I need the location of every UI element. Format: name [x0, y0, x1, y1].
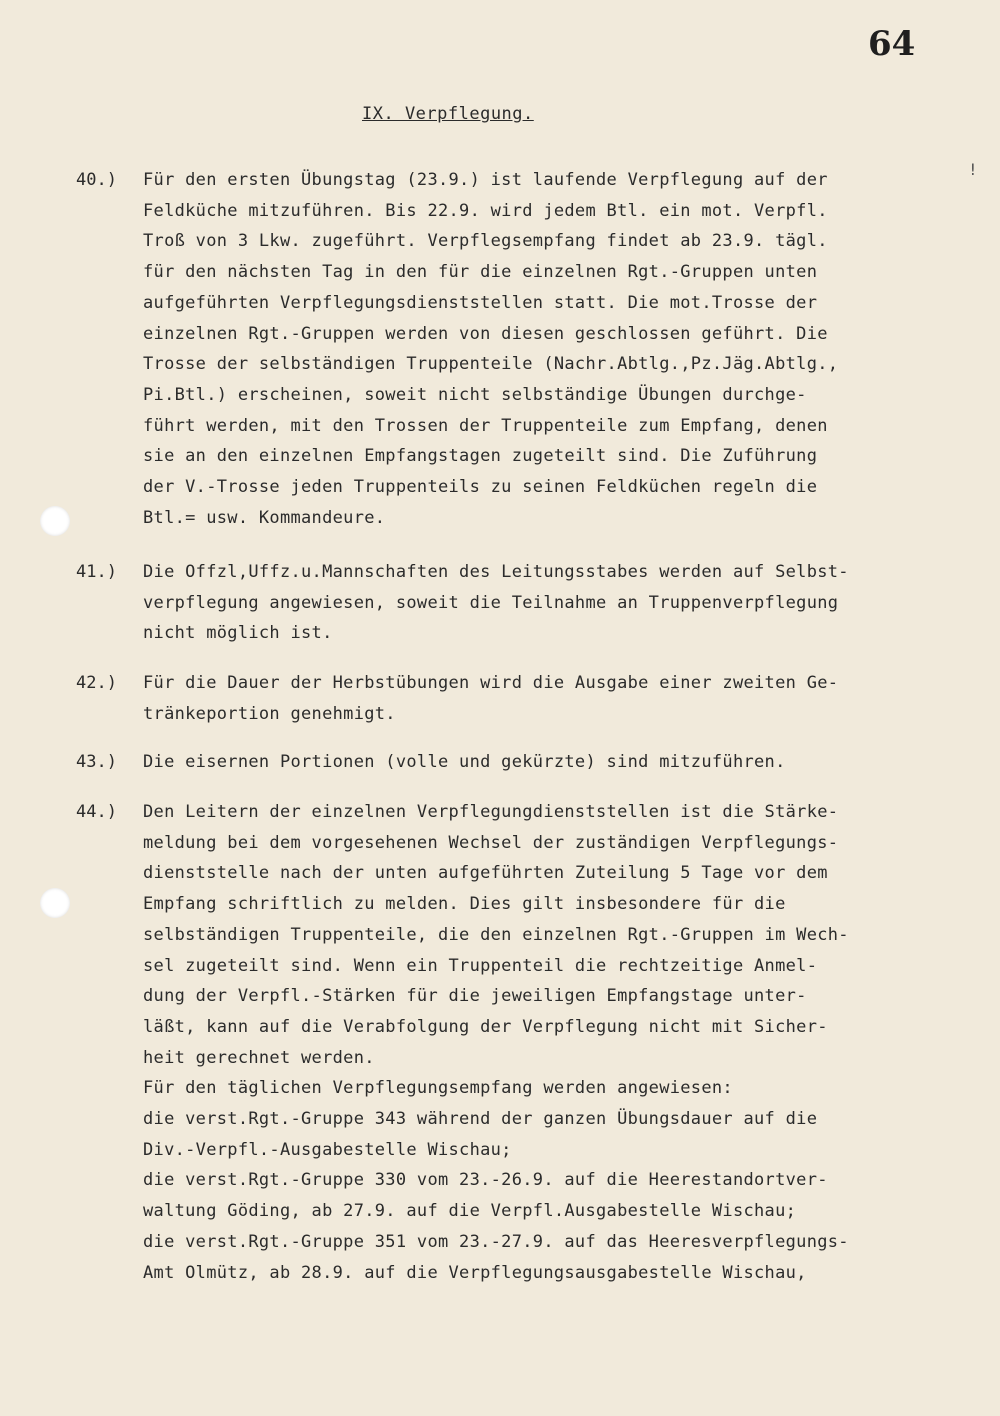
paragraph-number: 40.) — [76, 170, 117, 190]
paragraph-line: läßt, kann auf die Verabfolgung der Verpflegung nicht mit Sicher- — [143, 1016, 828, 1037]
paragraph-line: Für die Dauer der Herbstübungen wird die Ausgabe einer zweiten Ge- — [143, 673, 839, 693]
paragraph-number: 43.) — [76, 752, 117, 772]
paragraph-line: aufgeführten Verpflegungsdienststellen statt. Die mot.Trosse der — [143, 292, 818, 313]
paragraph-line: Für den ersten Übungstag (23.9.) ist laufende Verpflegung auf der — [143, 170, 828, 190]
page-number: 64 — [868, 24, 916, 64]
paragraph-line: Die Offzl,Uffz.u.Mannschaften des Leitungsstabes werden auf Selbst- — [143, 562, 849, 582]
paragraph-line: tränkeportion genehmigt. — [143, 703, 396, 724]
paragraph-line: einzelnen Rgt.-Gruppen werden von diesen geschlossen geführt. Die — [143, 323, 828, 344]
paragraph-line: Für den täglichen Verpflegungsempfang werden angewiesen: — [143, 1078, 733, 1099]
paragraph-number: 42.) — [76, 673, 117, 693]
paragraph-line: die verst.Rgt.-Gruppe 351 vom 23.-27.9. auf das Heeresverpflegungs- — [143, 1231, 849, 1252]
paragraph-line: dienststelle nach der unten aufgeführten Zuteilung 5 Tage vor dem — [143, 863, 828, 884]
paragraph-line: selbständigen Truppenteile, die den einzelnen Rgt.-Gruppen im Wech- — [143, 924, 849, 945]
paragraph-line: Btl.= usw. Kommandeure. — [143, 507, 386, 528]
punch-hole-lower — [40, 888, 70, 918]
paragraph-line: Div.-Verpfl.-Ausgabestelle Wischau; — [143, 1139, 512, 1160]
paragraph-line: sel zugeteilt sind. Wenn ein Truppenteil die rechtzeitige Anmel- — [143, 955, 818, 976]
section-heading: IX. Verpflegung. — [362, 104, 534, 124]
paragraph-line: meldung bei dem vorgesehenen Wechsel der zuständigen Verpflegungs- — [143, 832, 839, 853]
paragraph-line: verpflegung angewiesen, soweit die Teilnahme an Truppenverpflegung — [143, 592, 839, 613]
margin-mark: ! — [968, 160, 978, 179]
paragraph-line: sie an den einzelnen Empfangstagen zugeteilt sind. Die Zuführung — [143, 446, 818, 467]
paragraph-number: 41.) — [76, 562, 117, 582]
paragraph-line: Empfang schriftlich zu melden. Dies gilt insbesondere für die — [143, 894, 786, 915]
paragraph-line: Trosse der selbständigen Truppenteile (Nachr.Abtlg.,Pz.Jäg.Abtlg., — [143, 354, 839, 375]
paragraph-line: für den nächsten Tag in den für die einzelnen Rgt.-Gruppen unten — [143, 262, 818, 283]
paragraph-line: die verst.Rgt.-Gruppe 343 während der ganzen Übungsdauer auf die — [143, 1109, 818, 1129]
paragraph-line: Den Leitern der einzelnen Verpflegungdienststellen ist die Stärke- — [143, 802, 839, 822]
punch-hole-upper — [40, 506, 70, 536]
paragraph-line: Amt Olmütz, ab 28.9. auf die Verpflegungsausgabestelle Wischau, — [143, 1262, 807, 1283]
paragraph-line: Die eisernen Portionen (volle und gekürzte) sind mitzuführen. — [143, 752, 786, 772]
paragraph-number: 44.) — [76, 802, 117, 822]
paragraph-line: führt werden, mit den Trossen der Truppenteile zum Empfang, denen — [143, 415, 828, 436]
paragraph-line: Troß von 3 Lkw. zugeführt. Verpflegsempfang findet ab 23.9. tägl. — [143, 231, 828, 252]
paragraph-line: dung der Verpfl.-Stärken für die jeweiligen Empfangstage unter- — [143, 986, 807, 1007]
paragraph-line: heit gerechnet werden. — [143, 1047, 375, 1068]
paragraph-line: die verst.Rgt.-Gruppe 330 vom 23.-26.9. auf die Heerestandortver- — [143, 1170, 828, 1191]
paragraph-line: Feldküche mitzuführen. Bis 22.9. wird jedem Btl. ein mot. Verpfl. — [143, 200, 828, 221]
paragraph-line: nicht möglich ist. — [143, 623, 333, 644]
paragraph-line: Pi.Btl.) erscheinen, soweit nicht selbständige Übungen durchge- — [143, 384, 807, 405]
paragraph-line: waltung Göding, ab 27.9. auf die Verpfl.Ausgabestelle Wischau; — [143, 1201, 797, 1222]
paragraph-line: der V.-Trosse jeden Truppenteils zu seinen Feldküchen regeln die — [143, 477, 818, 497]
